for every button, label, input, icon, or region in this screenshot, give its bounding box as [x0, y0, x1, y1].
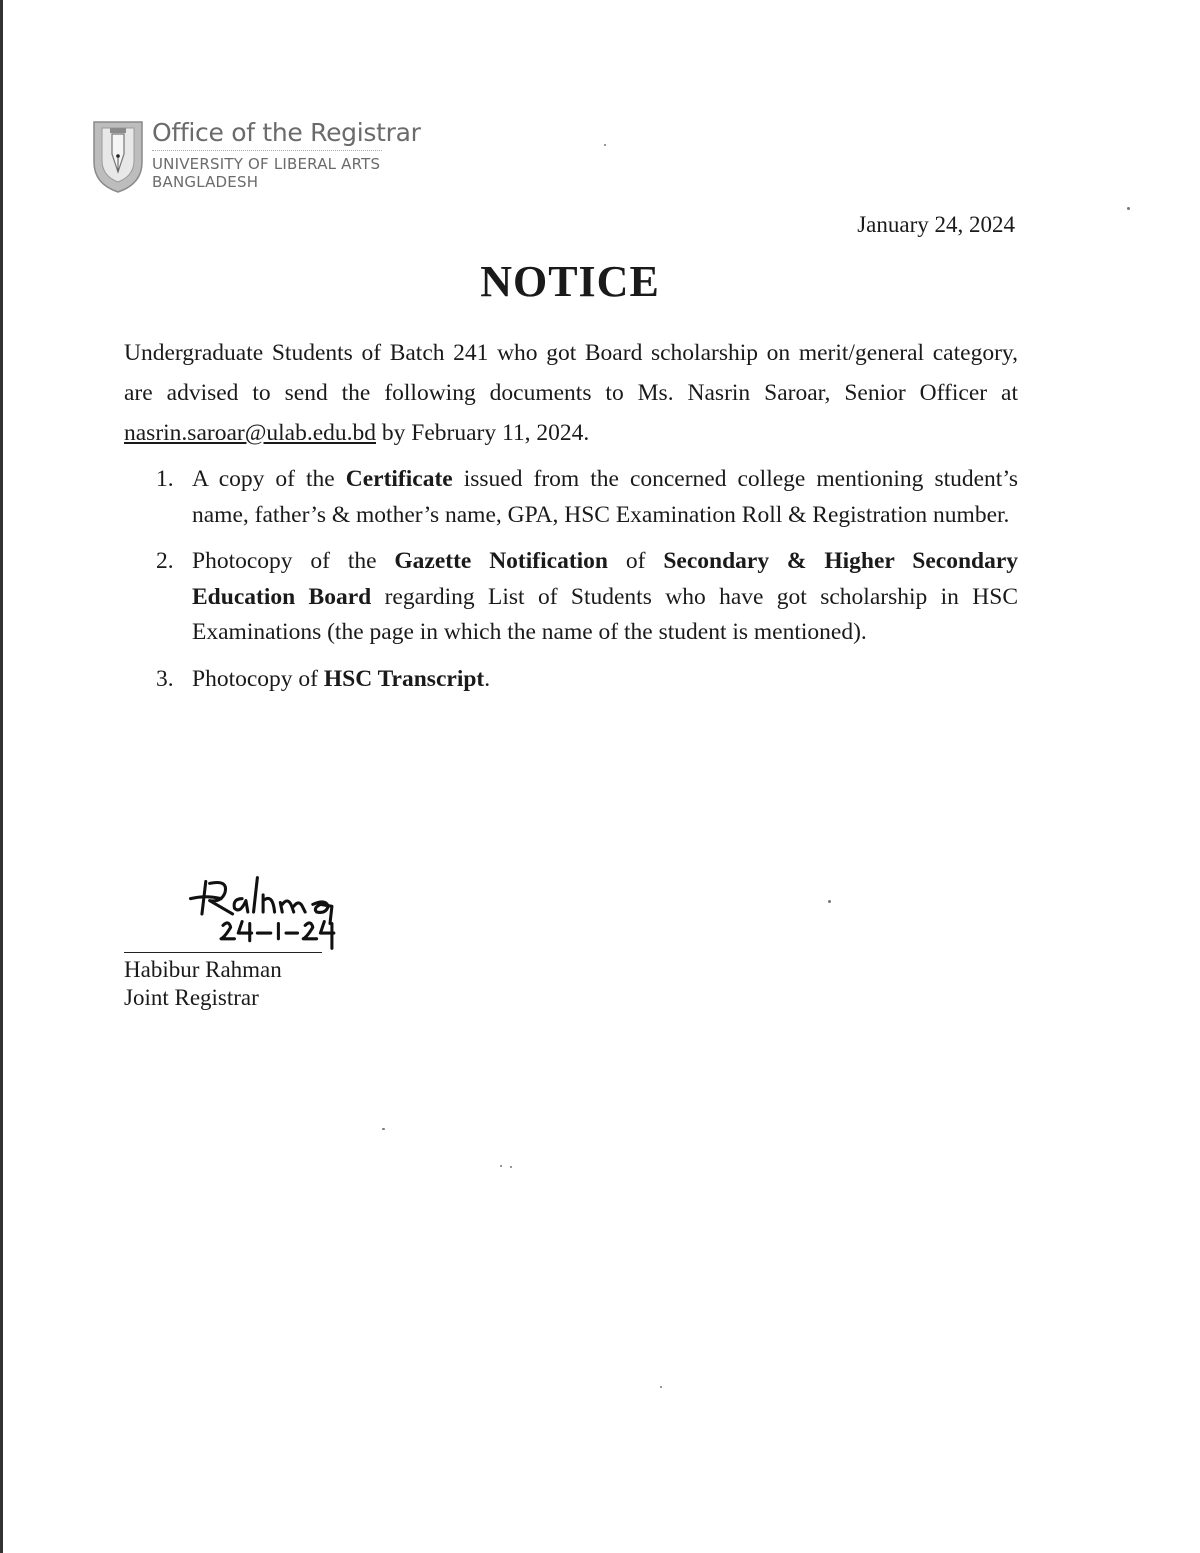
signature-block	[124, 870, 364, 1010]
scan-speck	[382, 1128, 385, 1130]
university-crest-icon	[90, 118, 146, 194]
item-text: of	[608, 548, 664, 574]
scan-speck	[510, 1166, 512, 1168]
item-text: Photocopy of the	[192, 548, 395, 574]
handwritten-signature	[124, 870, 364, 956]
item-text: regarding List of Students who have got scholarship in HSC Examinations (the page in which the name of the student is mentioned).	[192, 583, 1018, 645]
scan-speck	[660, 1386, 662, 1388]
item-text: Photocopy of	[192, 665, 324, 692]
intro-paragraph	[124, 333, 1018, 453]
item-number: 2.	[156, 548, 174, 574]
signatory-name: Habibur Rahman	[124, 957, 282, 982]
letterhead	[90, 118, 421, 194]
scan-speck	[828, 900, 831, 903]
scan-speck	[1127, 207, 1130, 210]
item-emphasis: Secondary & Higher Secondary Education Board	[192, 548, 1019, 610]
item-text: A copy of the	[192, 466, 346, 492]
item-emphasis: Certificate	[345, 466, 453, 492]
required-documents-list	[124, 462, 1018, 708]
item-number: 1.	[156, 466, 174, 492]
scan-speck	[604, 144, 606, 146]
notice-title: NOTICE	[480, 257, 660, 306]
scan-speck	[500, 1165, 502, 1167]
document-item	[124, 462, 1018, 533]
scan-edge	[0, 0, 3, 1553]
item-number: 3.	[156, 665, 174, 692]
signatory-title: Joint Registrar	[124, 985, 259, 1010]
notice-date: January 24, 2024	[857, 212, 1015, 237]
intro-deadline: by February 11, 2024.	[376, 420, 590, 446]
email-link[interactable]: nasrin.saroar@ulab.edu.bd	[124, 420, 376, 446]
intro-text: Undergraduate Students of Batch 241 who got Board scholarship on merit/general category, are advised to send the following documents to Ms. Nasrin Saroar, Senior Officer at	[124, 340, 1018, 406]
document-item	[124, 662, 1018, 698]
item-text: issued from the concerned college mentioning student’s name, father’s & mother’s name, GPA, HSC Examination Roll & Registration number.	[192, 466, 1018, 528]
university-name: UNIVERSITY OF LIBERAL ARTS	[152, 155, 381, 173]
item-text: .	[484, 665, 491, 692]
letterhead-rule	[152, 150, 382, 152]
office-name: Office of the Registrar	[152, 118, 421, 147]
item-emphasis: HSC Transcript	[323, 665, 485, 692]
signature-line	[124, 952, 322, 953]
university-country: BANGLADESH	[152, 173, 259, 191]
item-emphasis: Gazette Notification	[394, 548, 609, 574]
document-item	[124, 544, 1018, 651]
